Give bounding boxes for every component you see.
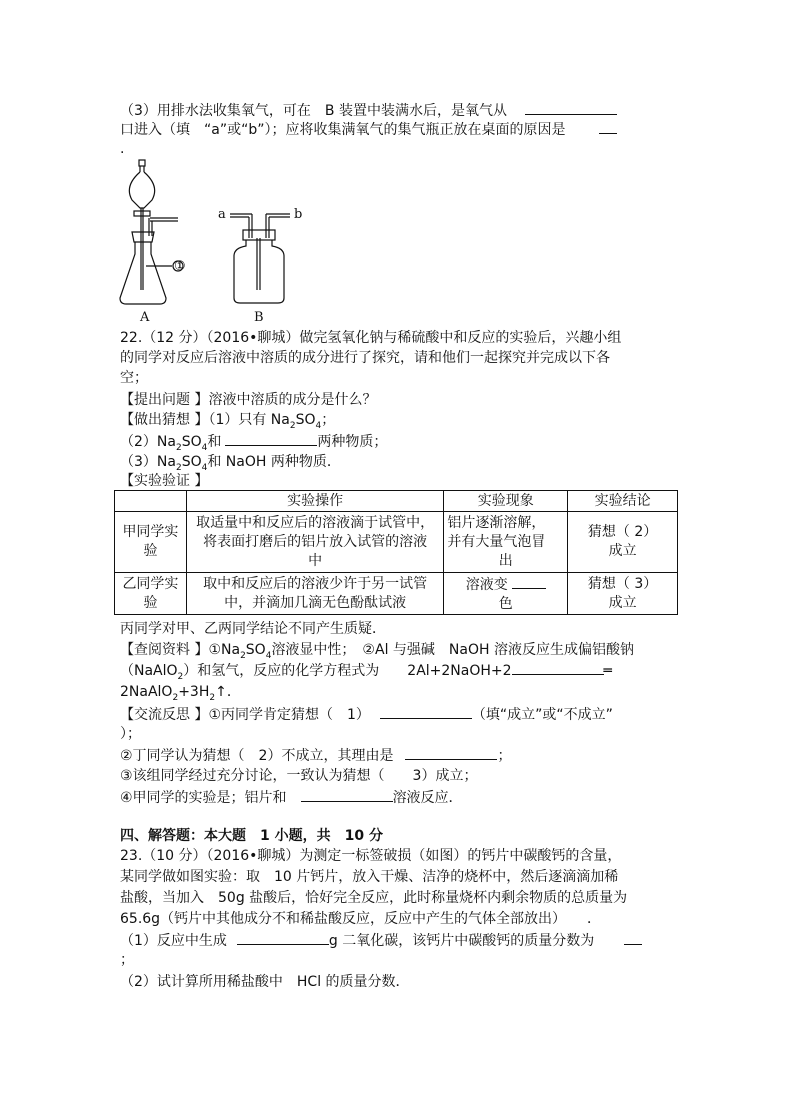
- doubt-line: 丙同学对甲、乙两同学结论不同产生质疑．: [120, 621, 386, 637]
- answer-blank-co2-mass[interactable]: [237, 930, 329, 945]
- q23-part1: （1）反应中生成 g 二氧化碳，该钙片中碳酸钙的质量分数为: [120, 930, 642, 951]
- table-row: [115, 512, 678, 573]
- answer-blank-caco3-fraction[interactable]: [624, 930, 642, 945]
- table-header: [115, 491, 187, 512]
- q21-part3-line2: 口进入（填 “a”或“b”）；应将收集满氧气的集气瓶正放在桌面的原因是: [120, 119, 617, 140]
- reference-line1: 【查阅资料 】$①Na_2SO_4$溶液显中性； ②Al 与强碱 NaOH 溶液反应生成偏铝酸钠: [120, 642, 634, 661]
- q22-intro-line3: 空；: [120, 370, 148, 386]
- experiment-table: [114, 490, 678, 615]
- q23-line4: 65.6g（钙片中其他成分不和稀盐酸反应，反应中产生的气体全部放出） ．: [120, 911, 602, 927]
- verify-label: 【实验验证 】: [120, 473, 209, 489]
- guess-2: $(2)Na_2SO_4$和 两种物质；: [120, 431, 387, 458]
- table-cell: 取适量中和反应后的溶液滴于试管中， 将表面打磨后的铝片放入试管的溶液 中: [186, 512, 443, 573]
- answer-blank-gas-inlet[interactable]: [525, 100, 617, 115]
- q22-intro-line1: 22.（12 分）（2016•聊城）做完氢氧化钠与稀硫酸中和反应的实验后，兴趣小组: [120, 330, 622, 346]
- section-heading: 四、解答题：本大题 1 小题，共 10 分: [120, 828, 383, 844]
- table-header: 实验操作: [186, 491, 443, 512]
- answer-blank-reflect2[interactable]: [405, 745, 497, 760]
- answer-blank-reflect4[interactable]: [301, 787, 393, 802]
- apparatus-b: [230, 214, 290, 303]
- table-cell: 猜想（ 3） 成立: [568, 573, 678, 615]
- reflect-line3: ③该组同学经过充分讨论，一致认为猜想（ 3）成立；: [120, 768, 478, 784]
- table-header: 实验结论: [568, 491, 678, 512]
- raise-question: 【提出问题 】溶液中溶质的成分是什么？: [120, 392, 377, 408]
- answer-blank-guess2[interactable]: [225, 431, 317, 446]
- label-a: A: [140, 310, 150, 325]
- label-circle-1: ①: [174, 259, 186, 274]
- q23-line1: 23.（10 分）（2016•聊城）为测定一标签破损（如图）的钙片中碳酸钙的含量，: [120, 848, 622, 864]
- answer-blank-equation[interactable]: [512, 660, 604, 675]
- guess-1: 【做出猜想 】（1）只有 $Na_2SO_4$；: [120, 412, 336, 431]
- apparatus-a: [120, 160, 183, 304]
- label-port-a: a: [218, 207, 226, 222]
- reference-line3: $2NaAlO_2+3H_2↑$．: [120, 684, 241, 703]
- q21-part3-line1: （3）用排水法收集氧气，可在 B 装置中装满水后，是氧气从: [120, 100, 617, 121]
- q23-part1b: ；: [120, 952, 134, 968]
- label-port-b: b: [294, 207, 303, 222]
- answer-blank-reflect1[interactable]: [380, 704, 472, 719]
- table-cell: 猜想（ 2） 成立: [568, 512, 678, 573]
- table-row: [115, 573, 678, 615]
- label-b: B: [254, 310, 264, 325]
- table-cell: 取中和反应后的溶液少许于另一试管 中，并滴加几滴无色酚酞试液: [186, 573, 443, 615]
- table-cell: 铝片逐渐溶解， 并有大量气泡冒 出: [444, 512, 568, 573]
- table-header-row: [115, 491, 678, 512]
- table-cell: 溶液变 色: [444, 573, 568, 615]
- reflect-line4: ④甲同学的实验是；铝片和 溶液反应．: [120, 787, 463, 808]
- q23-line3: 盐酸，当加入 50g 盐酸后，恰好完全反应，此时称量烧杯内剩余物质的总质量为: [120, 890, 628, 906]
- q21-part3-line3: .: [120, 141, 125, 157]
- table-cell: 乙同学实 验: [115, 573, 187, 615]
- q23-line2: 某同学做如图实验：取 10 片钙片，放入干燥、洁净的烧杯中，然后逐滴滴加稀: [120, 869, 619, 885]
- q23-part2: （2）试计算所用稀盐酸中 HCl 的质量分数．: [120, 974, 410, 990]
- guess-3: $(3)Na_2SO_4$和 NaOH 两种物质．: [120, 454, 341, 473]
- reflect-line1: 【交流反思 】①丙同学肯定猜想（ 1） （填“成立”或“不成立”: [120, 704, 613, 725]
- apparatus-figure: [110, 158, 340, 328]
- reflect-line2: ②丁同学认为猜想（ 2）不成立，其理由是 ；: [120, 745, 511, 766]
- q22-intro-line2: 的同学对反应后溶液中溶质的成分进行了探究，请和他们一起探究并完成以下各: [120, 350, 610, 366]
- table-header: 实验现象: [444, 491, 568, 512]
- table-cell: 甲同学实 验: [115, 512, 187, 573]
- reflect-line1b: ）；: [120, 726, 141, 742]
- answer-blank-reason[interactable]: [599, 119, 617, 134]
- answer-blank-color[interactable]: [512, 574, 546, 589]
- reference-line2: （NaAlO$_2$）和氢气，反应的化学方程式为 2Al+2NaOH+2 ═: [120, 660, 612, 687]
